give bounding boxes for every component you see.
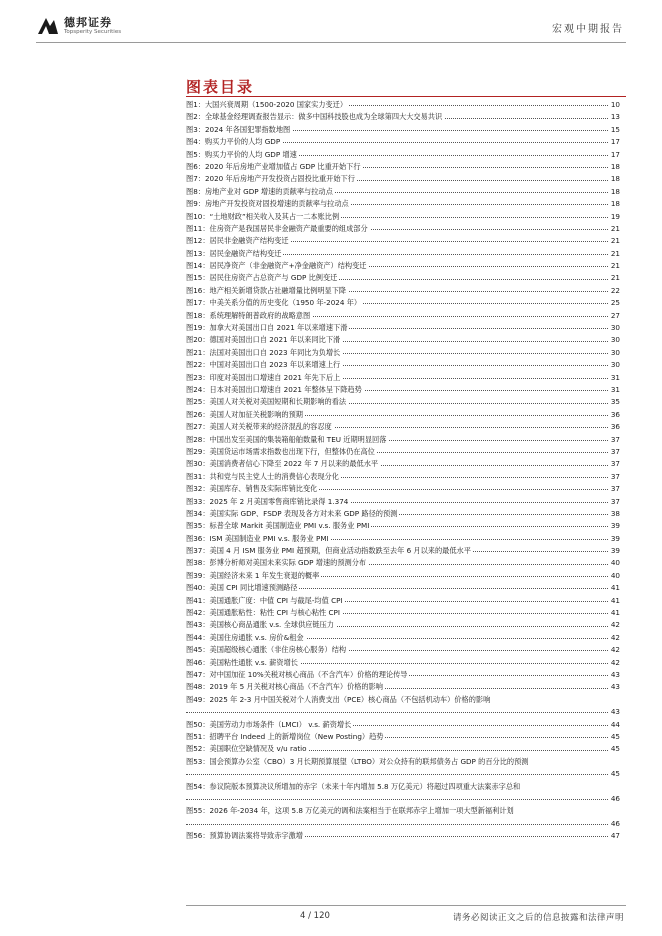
toc-entry[interactable] bbox=[186, 223, 620, 235]
toc-entry[interactable] bbox=[186, 136, 620, 148]
toc-entry-label: 图42：美国通胀粘性：粘性 CPI 与核心粘性 CPI bbox=[186, 608, 340, 618]
toc-entry-label: 图3：2024 年各国犯罪指数地图 bbox=[186, 124, 291, 134]
toc-entry[interactable] bbox=[186, 409, 620, 421]
toc-entry-page: 43 bbox=[609, 681, 620, 693]
toc-entry-page: 45 bbox=[609, 768, 620, 780]
toc-list bbox=[186, 99, 620, 843]
toc-entry-label: 图13：居民金融资产结构变迁 bbox=[186, 248, 282, 258]
toc-entry-page: 43 bbox=[609, 669, 620, 681]
toc-entry-label: 图6：2020 年后房地产业增加值占 GDP 比重开始下行 bbox=[186, 161, 361, 171]
toc-entry[interactable] bbox=[186, 681, 620, 693]
toc-entry-page: 45 bbox=[609, 731, 620, 743]
toc-entry-label: 图56：预算协调法案将导致赤字激增 bbox=[186, 831, 303, 841]
toc-entry-page: 37 bbox=[609, 434, 620, 446]
toc-entry-label: 图37：美国 4 月 ISM 服务业 PMI 超预期，但商业活动指数跌至去年 6 月以来的最低水平 bbox=[186, 546, 471, 556]
toc-entry[interactable] bbox=[186, 272, 620, 284]
toc-entry-page: 18 bbox=[609, 173, 620, 185]
toc-entry-label: 图52：美国职位空缺情况及 v/u ratio bbox=[186, 744, 307, 754]
toc-entry[interactable] bbox=[186, 186, 620, 198]
toc-entry-page: 41 bbox=[609, 595, 620, 607]
toc-entry[interactable] bbox=[186, 198, 620, 210]
toc-entry[interactable] bbox=[186, 347, 620, 359]
toc-entry-label: 图14：居民净资产（非金融资产+净金融资产）结构变迁 bbox=[186, 261, 367, 271]
toc-entry[interactable] bbox=[186, 781, 620, 806]
logo-mark-icon bbox=[36, 14, 60, 38]
toc-entry-label: 图2：全球基金经理调查报告显示：做多中国科技股也成为全球第四大大交易共识 bbox=[186, 112, 443, 122]
toc-entry-page: 45 bbox=[609, 743, 620, 755]
toc-entry[interactable] bbox=[186, 483, 620, 495]
toc-entry[interactable] bbox=[186, 657, 620, 669]
toc-entry-page: 42 bbox=[609, 632, 620, 644]
toc-entry-label: 图50：美国劳动力市场条件（LMCI） v.s. 薪资增长 bbox=[186, 719, 352, 729]
toc-leader-dots bbox=[186, 774, 620, 775]
toc-entry-label: 图28：中国出发至美国的集装箱船舶数量和 TEU 近期明显回落 bbox=[186, 434, 387, 444]
toc-entry[interactable] bbox=[186, 149, 620, 161]
toc-entry[interactable] bbox=[186, 743, 620, 755]
toc-entry-label: 图9：房地产开发投资对固投增速的贡献率与拉动点 bbox=[186, 199, 349, 209]
toc-entry-label: 图48：2019 年 5 月关税对核心商品（不含汽车）价格的影响 bbox=[186, 682, 383, 692]
toc-title: 图表目录 bbox=[186, 78, 255, 96]
toc-entry-label: 图39：美国经济未来 1 年发生衰退的概率 bbox=[186, 570, 320, 580]
toc-entry[interactable] bbox=[186, 434, 620, 446]
toc-entry-label: 图25：美国人对关税对美国短期和长期影响的看法 bbox=[186, 397, 347, 407]
toc-entry-label: 图22：中国对美国出口自 2023 年以来增速上行 bbox=[186, 360, 341, 370]
toc-entry-page: 40 bbox=[609, 570, 620, 582]
toc-entry[interactable] bbox=[186, 607, 620, 619]
toc-entry-page: 13 bbox=[609, 111, 620, 123]
toc-entry[interactable] bbox=[186, 545, 620, 557]
toc-entry-label: 图27：美国人对关税带来的经济混乱的容忍度 bbox=[186, 422, 332, 432]
toc-entry-page: 18 bbox=[609, 161, 620, 173]
toc-entry[interactable] bbox=[186, 446, 620, 458]
toc-entry-label: 图51：招聘平台 Indeed 上的新增岗位（New Posting）趋势 bbox=[186, 731, 384, 741]
toc-entry-page: 18 bbox=[609, 198, 620, 210]
page-header bbox=[0, 0, 662, 44]
toc-entry[interactable] bbox=[186, 731, 620, 743]
toc-entry[interactable] bbox=[186, 211, 620, 223]
toc-entry-label: 图19：加拿大对美国出口自 2021 年以来增速下滑 bbox=[186, 323, 348, 333]
toc-entry[interactable] bbox=[186, 557, 620, 569]
toc-entry-label: 图35：标普全球 Markit 美国制造业 PMI v.s. 服务业 PMI bbox=[186, 521, 370, 531]
toc-entry-page: 15 bbox=[609, 124, 620, 136]
toc-entry-page: 44 bbox=[609, 719, 620, 731]
toc-entry[interactable] bbox=[186, 359, 620, 371]
toc-entry-page: 21 bbox=[609, 223, 620, 235]
toc-entry-page: 21 bbox=[609, 248, 620, 260]
toc-entry-page: 39 bbox=[609, 520, 620, 532]
toc-entry-page: 31 bbox=[609, 384, 620, 396]
toc-entry[interactable] bbox=[186, 570, 620, 582]
toc-entry-page: 31 bbox=[609, 372, 620, 384]
toc-entry-label: 图49：2025 年 2-3 月中国关税对个人消费支出（PCE）核心商品（不包括机动车）价格的影响 bbox=[186, 694, 491, 704]
toc-entry-page: 25 bbox=[609, 297, 620, 309]
toc-entry-page: 37 bbox=[609, 496, 620, 508]
toc-entry-page: 18 bbox=[609, 186, 620, 198]
toc-entry-page: 30 bbox=[609, 322, 620, 334]
toc-entry[interactable] bbox=[186, 756, 620, 781]
toc-entry-page: 30 bbox=[609, 334, 620, 346]
toc-entry-page: 41 bbox=[609, 582, 620, 594]
toc-entry-label: 图36：ISM 美国制造业 PMI v.s. 服务业 PMI bbox=[186, 533, 329, 543]
toc-entry-label: 图43：美国核心商品通胀 v.s. 全球供应链压力 bbox=[186, 620, 334, 630]
toc-entry-page: 42 bbox=[609, 619, 620, 631]
toc-entry-page: 38 bbox=[609, 508, 620, 520]
toc-entry-page: 17 bbox=[609, 149, 620, 161]
toc-entry-label: 图21：法国对美国出口自 2023 年同比为负增长 bbox=[186, 347, 341, 357]
toc-entry-label: 图46：美国粘性通胀 v.s. 薪资增长 bbox=[186, 657, 298, 667]
toc-entry[interactable] bbox=[186, 595, 620, 607]
toc-entry-page: 35 bbox=[609, 396, 620, 408]
toc-entry-page: 37 bbox=[609, 483, 620, 495]
toc-entry-label: 图26：美国人对加征关税影响的预期 bbox=[186, 409, 303, 419]
toc-entry[interactable] bbox=[186, 372, 620, 384]
toc-entry[interactable] bbox=[186, 496, 620, 508]
toc-entry[interactable] bbox=[186, 173, 620, 185]
toc-entry[interactable] bbox=[186, 124, 620, 136]
toc-leader-dots bbox=[186, 799, 620, 800]
toc-entry-page: 36 bbox=[609, 421, 620, 433]
toc-entry[interactable] bbox=[186, 471, 620, 483]
toc-entry[interactable] bbox=[186, 334, 620, 346]
toc-entry[interactable] bbox=[186, 99, 620, 111]
toc-entry[interactable] bbox=[186, 669, 620, 681]
toc-entry-page: 39 bbox=[609, 545, 620, 557]
toc-entry-page: 41 bbox=[609, 607, 620, 619]
toc-entry-label: 图47：对中国加征 10%关税对核心商品（不含汽车）价格的理论传导 bbox=[186, 669, 408, 679]
toc-entry-page: 22 bbox=[609, 285, 620, 297]
toc-entry-page: 47 bbox=[609, 830, 620, 842]
toc-entry-label: 图18：系统理解特朗普政府的战略意图 bbox=[186, 310, 311, 320]
header-divider bbox=[36, 42, 626, 43]
toc-entry[interactable] bbox=[186, 619, 620, 631]
footer-divider bbox=[186, 905, 626, 906]
toc-entry-page: 21 bbox=[609, 235, 620, 247]
toc-entry-page: 39 bbox=[609, 533, 620, 545]
toc-title-divider bbox=[186, 96, 626, 97]
toc-entry[interactable] bbox=[186, 111, 620, 123]
toc-entry-label: 图34：美国实际 GDP、FSDP 表现及各方对未来 GDP 路径的预测 bbox=[186, 508, 398, 518]
toc-entry[interactable] bbox=[186, 297, 620, 309]
toc-entry[interactable] bbox=[186, 694, 620, 719]
toc-entry-label: 图7：2020 年后房地产开发投资占固投比重开始下行 bbox=[186, 174, 355, 184]
company-logo bbox=[36, 12, 146, 40]
toc-entry[interactable] bbox=[186, 458, 620, 470]
toc-entry-page: 10 bbox=[609, 99, 620, 111]
toc-entry-page: 37 bbox=[609, 458, 620, 470]
page-number: 4 / 120 bbox=[300, 911, 330, 921]
toc-entry-label: 图38：彭博分析师对美国未来实际 GDP 增速的预测分布 bbox=[186, 558, 367, 568]
toc-entry[interactable] bbox=[186, 719, 620, 731]
toc-entry-page: 43 bbox=[609, 706, 620, 718]
toc-entry-label: 图23：印度对美国出口增速自 2021 年先下后上 bbox=[186, 372, 341, 382]
toc-entry-label: 图45：美国超级核心通胀（非住房核心服务）结构 bbox=[186, 645, 347, 655]
toc-entry[interactable] bbox=[186, 161, 620, 173]
toc-entry[interactable] bbox=[186, 830, 620, 842]
toc-entry[interactable] bbox=[186, 805, 620, 830]
toc-entry-label: 图55：2026 年-2034 年，这项 5.8 万亿美元的调和法案相当于在联邦赤字上增加一项大型新福利计划 bbox=[186, 806, 514, 816]
toc-entry-label: 图17：中美关系分值的历史变化（1950 年-2024 年） bbox=[186, 298, 362, 308]
toc-entry-label: 图30：美国消费者信心下降至 2022 年 7 月以来的最低水平 bbox=[186, 459, 379, 469]
toc-entry-label: 图53：国会预算办公室（CBO）3 月长期预算展望（LTBO）对公众持有的联邦债务占 GDP 的百分比的预测 bbox=[186, 756, 529, 766]
toc-entry[interactable] bbox=[186, 310, 620, 322]
toc-entry-label: 图40：美国 CPI 同比增速预测路径 bbox=[186, 583, 298, 593]
toc-entry-label: 图5：购买力平价的人均 GDP 增速 bbox=[186, 149, 297, 159]
toc-entry-label: 图1：大国兴衰周期（1500-2020 国家实力变迁） bbox=[186, 100, 348, 109]
toc-entry-page: 30 bbox=[609, 347, 620, 359]
toc-entry-page: 42 bbox=[609, 644, 620, 656]
toc-entry[interactable] bbox=[186, 322, 620, 334]
toc-entry[interactable] bbox=[186, 582, 620, 594]
toc-entry-label: 图10：“土地财政”相关收入及其占一二本账比例 bbox=[186, 211, 340, 221]
toc-entry[interactable] bbox=[186, 533, 620, 545]
toc-entry-page: 37 bbox=[609, 471, 620, 483]
toc-entry[interactable] bbox=[186, 260, 620, 272]
toc-entry-page: 21 bbox=[609, 272, 620, 284]
toc-entry-label: 图44：美国住房通胀 v.s. 房价&租金 bbox=[186, 632, 304, 642]
toc-leader-dots bbox=[186, 824, 620, 825]
toc-entry-label: 图54：参议院版本预算决议所增加的赤字（未来十年内增加 5.8 万亿美元）将超过四项重大法案赤字总和 bbox=[186, 781, 521, 791]
toc-entry-page: 21 bbox=[609, 260, 620, 272]
toc-entry-page: 40 bbox=[609, 557, 620, 569]
toc-entry-label: 图33：2025 年 2 月美国零售商库销比录得 1.374 bbox=[186, 496, 349, 506]
toc-entry-label: 图20：德国对美国出口自 2021 年以来同比下滑 bbox=[186, 335, 341, 345]
toc-entry-label: 图4：购买力平价的人均 GDP bbox=[186, 137, 281, 147]
toc-entry-page: 27 bbox=[609, 310, 620, 322]
toc-entry[interactable] bbox=[186, 508, 620, 520]
toc-entry-label: 图8：房地产业对 GDP 增速的贡献率与拉动点 bbox=[186, 186, 333, 196]
toc-entry-label: 图29：美国货运市场需求指数也出现下行，但整体仍在高位 bbox=[186, 446, 375, 456]
toc-entry[interactable] bbox=[186, 235, 620, 247]
toc-entry-label: 图15：居民住房资产占总资产与 GDP 比例变迁 bbox=[186, 273, 338, 283]
toc-entry-page: 19 bbox=[609, 211, 620, 223]
toc-entry-page: 17 bbox=[609, 136, 620, 148]
toc-entry-label: 图41：美国通胀广度：中值 CPI 与截尾-均值 CPI bbox=[186, 595, 343, 605]
logo-text-cn: 德邦证券 bbox=[64, 16, 112, 29]
toc-entry[interactable] bbox=[186, 644, 620, 656]
logo-text-en: Topsperity Securities bbox=[64, 29, 122, 35]
toc-entry[interactable] bbox=[186, 384, 620, 396]
toc-entry-label: 图16：地产相关新增贷款占社融增量比例明显下降 bbox=[186, 285, 347, 295]
toc-entry-page: 46 bbox=[609, 818, 620, 830]
toc-entry-page: 37 bbox=[609, 446, 620, 458]
toc-entry-page: 46 bbox=[609, 793, 620, 805]
toc-entry-page: 36 bbox=[609, 409, 620, 421]
toc-entry[interactable] bbox=[186, 396, 620, 408]
toc-entry-label: 图31：共和党与民主党人士的消费信心表现分化 bbox=[186, 471, 339, 481]
toc-entry[interactable] bbox=[186, 421, 620, 433]
report-type: 宏观中期报告 bbox=[552, 24, 624, 35]
toc-entry[interactable] bbox=[186, 520, 620, 532]
toc-entry-label: 图24：日本对美国出口增速自 2021 年整体呈下降趋势 bbox=[186, 384, 362, 394]
toc-entry-page: 42 bbox=[609, 657, 620, 669]
toc-entry[interactable] bbox=[186, 632, 620, 644]
toc-entry-page: 30 bbox=[609, 359, 620, 371]
footer-disclaimer: 请务必阅读正文之后的信息披露和法律声明 bbox=[452, 913, 624, 923]
toc-entry-label: 图12：居民非金融资产结构变迁 bbox=[186, 236, 289, 246]
toc-entry-label: 图11：住房资产是我国居民非金融资产最重要的组成部分 bbox=[186, 223, 368, 233]
toc-entry[interactable] bbox=[186, 248, 620, 260]
toc-leader-dots bbox=[186, 712, 620, 713]
toc-entry[interactable] bbox=[186, 285, 620, 297]
toc-entry-label: 图32：美国库存、销售及实际库销比变化 bbox=[186, 484, 318, 494]
